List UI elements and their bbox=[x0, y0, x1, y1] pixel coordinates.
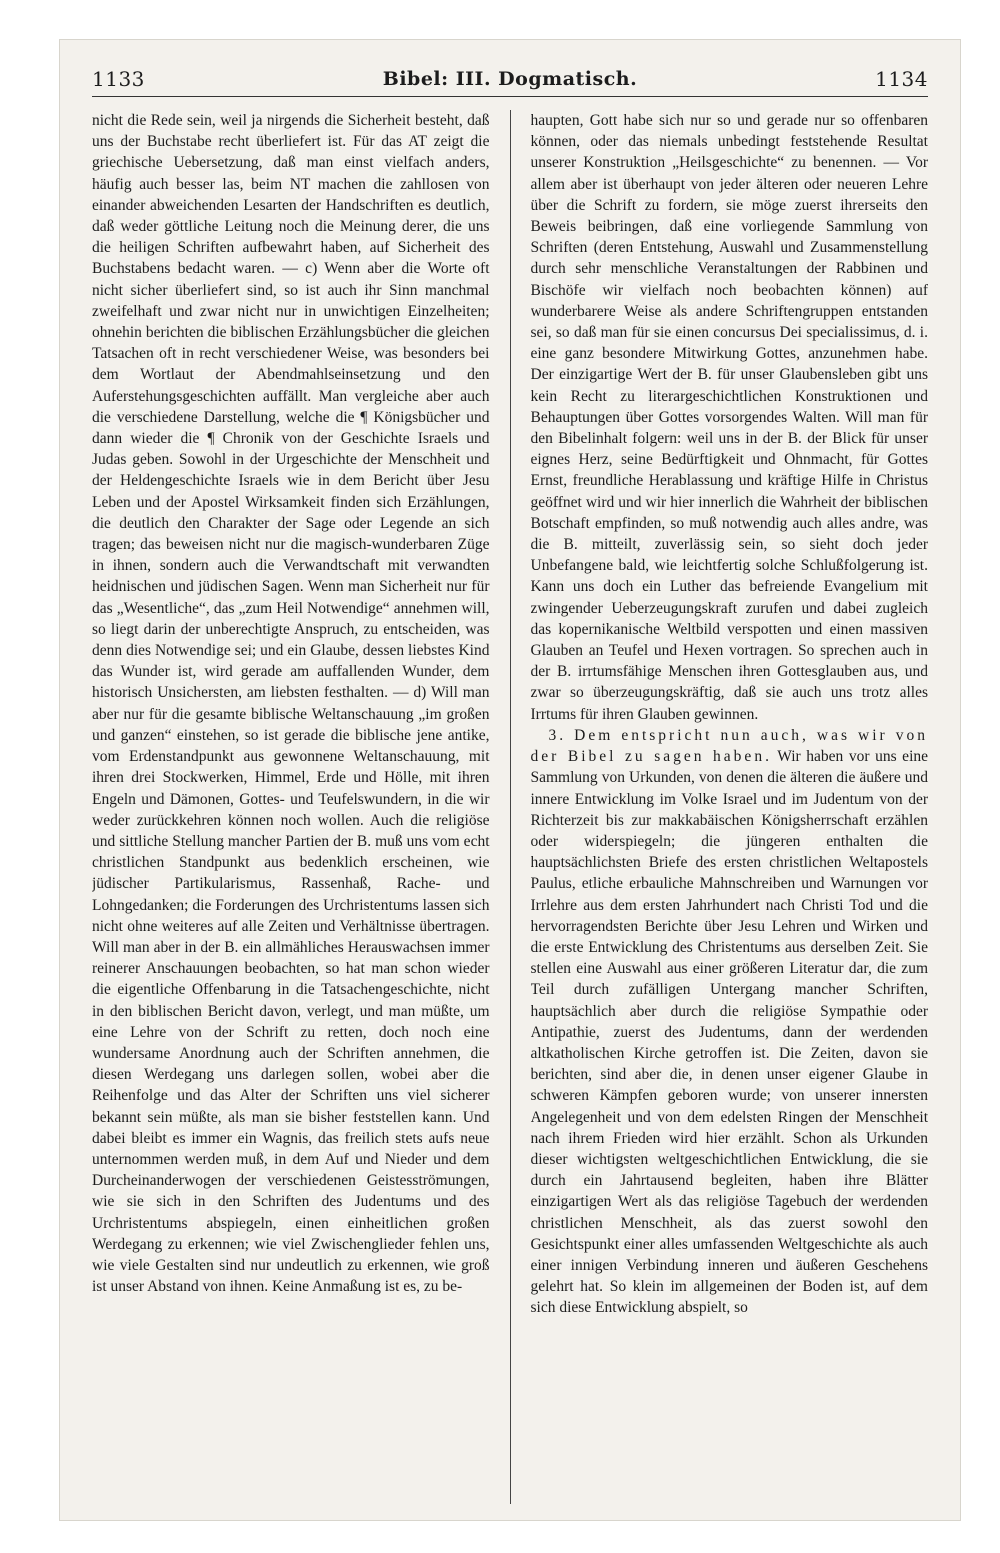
section-3-lead: 3. Dem entspricht nun auch, was wir von der Bibel zu sagen haben. bbox=[530, 726, 928, 766]
page-number-left: 1133 bbox=[92, 67, 145, 91]
running-title: Bibel: III. Dogmatisch. bbox=[382, 68, 638, 90]
right-column-paragraph-2 bbox=[531, 725, 929, 1319]
right-column-paragraph-1: haupten, Gott habe sich nur so und gerade nur so offenbaren können, oder das niemals unbedingt feststehende Resultat unserer Konstruktion „Heilsgeschichte“ zu benennen. — Vor allem aber ist überhaupt von jeder älteren oder neueren Lehre über die Schrift zu fordern, sie möge zuerst ihrerseits den Beweis beibringen, daß eine vorliegende Sammlung von Schriften (deren Entstehung, Auswahl und Zusammenstellung durch sehr menschliche Veranstaltungen der Rabbinen und Bischöfe wir vielfach noch beobachten können) auf wunderbarere Weise als andere Schriftengruppen entstanden sei, so daß man für sie einen concursus Dei specialissimus, d. i. eine ganz besondere Mitwirkung Gottes, anzunehmen habe. Der einzigartige Wert der B. für unser Glaubensleben gibt uns kein Recht zu literargeschichtlichen Konstruktionen und Behauptungen über Gottes vorsorgendes Walten. Will man für den Bibelinhalt folgern: weil uns in der B. der Blick für unser eignes Herz, seine Bedürftigkeit und Ohnmacht, für Gottes Ernst, freundliche Herablassung und kräftige Hilfe in Christus geöffnet wird und wir hier innerlich die Wahrheit der biblischen Botschaft empfinden, so muß notwendig auch alles andre, was die B. mitteilt, zuverlässig sein, so sieht doch jeder Unbefangene bald, wie leichtfertig solche Schlußfolgerung ist. Kann uns doch ein Luther das befreiende Evangelium mit zwingender Ueberzeugungskraft zurufen und dabei zugleich das kopernikanische Weltbild verspotten und einen massiven Glauben an Teufel und Hexen vortragen. So sprechen auch in der B. irrtumsfähige Menschen ihren Gottesglauben aus, und zwar so überzeugungskräftig, daß sie auch uns trotz alles Irrtums für ihren Glauben gewinnen. bbox=[530, 112, 928, 723]
page-header bbox=[92, 62, 928, 97]
left-column-text: nicht die Rede sein, weil ja nirgends die Sicherheit besteht, daß uns der Buchstabe recht überliefert ist. Für das AT zeigt die griechische Uebersetzung, daß man einst vielfach anders, häufig auch besser las, beim NT machen die zahllosen von einander abweichenden Lesarten der Handschriften es deutlich, daß weder göttliche Leitung noch die Meinung derer, die uns die heiligen Schriften aufbewahrt haben, auf Sicherheit des Buchstabens bedacht waren. — c) Wenn aber die Worte oft nicht sicher überliefert sind, so ist auch ihr Sinn manchmal zweifelhaft und zwar nicht nur in unwichtigen Einzelheiten; ohnehin berichten die biblischen Erzählungsbücher die gleichen Tatsachen oft in recht verschiedener Weise, was besonders bei dem Wortlaut der Abendmahlseinsetzung und den Auferstehungsgeschichten auffällt. Man vergleiche aber auch die verschiedene Darstellung, welche die ¶ Königsbücher und dann wieder die ¶ Chronik von der Geschichte Israels und Judas geben. Sowohl in der Urgeschichte der Menschheit und der Heldengeschichte Israels wie in dem Bericht über Jesu Leben und der Apostel Wirksamkeit finden sich Erzählungen, die deutlich den Charakter der Sage oder Legende an sich tragen; das beweisen nicht nur die magisch-wunderbaren Züge in ihnen, sondern auch die Verwandtschaft mit verwandten heidnischen und jüdischen Sagen. Wenn man Sicherheit nur für das „Wesentliche“, das „zum Heil Notwendige“ annehmen will, so liegt darin der unberechtigte Anspruch, zu entscheiden, was denn dies Notwendige sei; und ein Glaube, dessen liebstes Kind das Wunder ist, wird gerade am auffallenden Wunder, dem historisch Unsichersten, am liebsten festhalten. — d) Will man aber nur für die gesamte biblische Weltanschauung „im großen und ganzen“ einstehen, so ist gerade die biblische jene antike, vom Erdenstandpunkt aus gewonnene Weltanschauung, mit ihren drei Stockwerken, Himmel, Erde und Hölle, mit ihren Engeln und Dämonen, Gottes- und Teufelswundern, in die wir weder zurückkehren können noch wollen. Auch die religiöse und sittliche Stellung mancher Partien der B. muß uns vom echt christlichen Standpunkt aus bedenklich erscheinen, wie jüdischer Partikularismus, Rassenhaß, Rache- und Lohngedanken; die Forderungen des Urchristentums lassen sich nicht ohne weiteres auf alle Zeiten und Verhältnisse übertragen. Will man aber in der B. ein allmähliches Herauswachsen immer reinerer Anschauungen beobachten, so hat man schon wieder die eigentliche Offenbarung in die Tatsachengeschichte, nicht in den biblischen Bericht davon, verlegt, und man müßte, um eine Lehre von der Schrift zu retten, doch noch eine wundersame Anordnung auch der Schriften annehmen, die diesen Werdegang uns darlegen sollen, wobei aber die Reihenfolge und das Alter der Schriften uns viel sicherer bekannt sein müßte, als man sie bisher feststellen kann. Und dabei bleibt es immer ein Wagnis, das freilich stets aufs neue unternommen werden muß, in dem Auf und Nieder und dem Durcheinanderwogen der verschiedenen Geistesströmungen, wie sie sich in den Schriften des Judentums und des Urchristentums abspiegeln, einen einheitlichen großen Werdegang zu erkennen; wie viel Zwischenglieder fehlen uns, wie viele Gestalten sind nur undeutlich zu erkennen, wie groß ist unser Abstand von ihnen. Keine Anmaßung ist es, zu be- bbox=[92, 112, 490, 1296]
column-divider bbox=[510, 110, 511, 1504]
text-columns bbox=[92, 110, 928, 1504]
section-3-text: Wir haben vor uns eine Sammlung von Urkunden, von denen die älteren die äußere und innere Entwicklung im Volke Israel und im Judentum von der Richterzeit bis zur makkabäischen Königsherrschaft erzählen oder widerspiegeln; die jüngeren enthalten die hauptsächlichsten Briefe des ersten christlichen Weltapostels Paulus, etliche erbauliche Mahnschreiben und Warnungen vor Irrlehre aus dem ersten Jahrhundert nach Christi Tod und die hervorragendsten Berichte über Jesu Lehren und Wirken und die erste Entwicklung des Christentums aus derselben Zeit. Sie stellen eine Auswahl aus einer größeren Literatur dar, die zum Teil durch zufälligen Untergang mancher Schriften, hauptsächlich aber durch die religiöse Sympathie oder Antipathie, zuerst des Judentums, dann der werdenden altkatholischen Kirche getroffen ist. Die Zeiten, davon sie berichten, sind aber die, in denen unser eigener Glaube in schweren Kämpfen geboren wurde; von unserer innersten Angelegenheit und von dem edelsten Ringen der Menschheit nach ihrem Frieden wird hier erzählt. Schon als Urkunden dieser wichtigsten weltgeschichtlichen Entwicklung, die sie durch ein Jahrtausend begleiten, haben ihre Blätter einzigartigen Wert als das religiöse Tagebuch der werdenden christlichen Menschheit, als das zuerst sowohl den Gesichtspunkt einer alles umfassenden Weltgeschichte als auch einer innigen Verbindung inneren und äußeren Geschehens gelehrt hat. So klein im allgemeinen der Boden ist, auf dem sich diese Entwicklung abspielt, so bbox=[530, 748, 928, 1317]
left-column bbox=[92, 110, 490, 1504]
right-column bbox=[531, 110, 929, 1504]
page-number-right: 1134 bbox=[875, 67, 928, 91]
book-page bbox=[60, 40, 960, 1520]
